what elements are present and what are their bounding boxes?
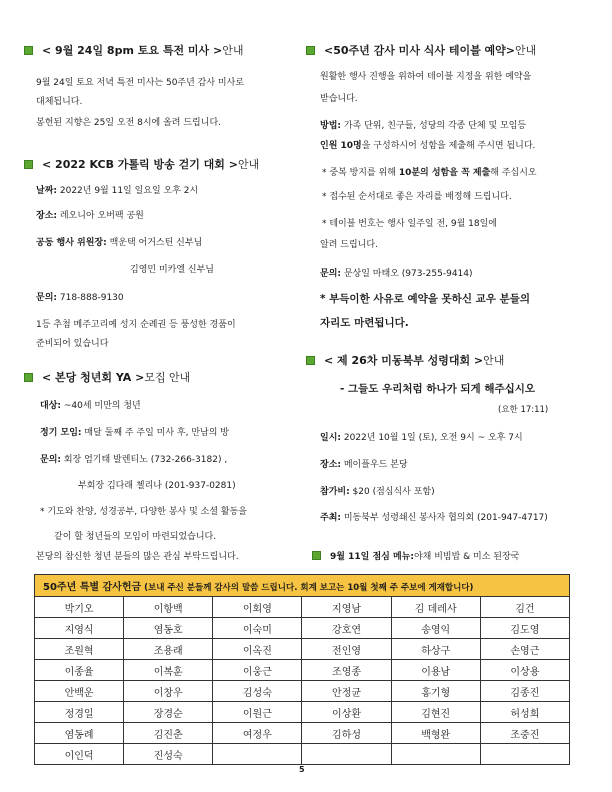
donor-name-cell <box>391 744 480 765</box>
donor-name-cell: 이종율 <box>35 660 124 681</box>
donor-name-cell: 이숙미 <box>213 618 302 639</box>
heading-bold: < 본당 청년회 YA > <box>42 371 145 384</box>
donor-name-cell: 김건 <box>480 597 569 618</box>
donor-name-cell: 김도영 <box>480 618 569 639</box>
donor-name-cell: 안백운 <box>35 681 124 702</box>
table-row <box>35 702 570 723</box>
lunch-menu: 9월 11일 점심 메뉴: 야채 비빔밥 & 미소 된장국 <box>312 549 519 562</box>
kcb-place: 장소: 레오니아 오버팩 공원 <box>36 211 144 221</box>
text-line: 본당의 참신한 청년 분들의 많은 관심 부탁드립니다. <box>36 552 239 562</box>
donor-name-cell: 이항백 <box>124 597 213 618</box>
section-heading-saturday-mass: < 9월 24일 8pm 토요 특전 미사 > 안내 <box>24 42 243 58</box>
green-square-bullet-icon <box>306 46 315 55</box>
text-line: 대체됩니다. <box>36 97 83 107</box>
text-line: 알려 드립니다. <box>320 240 378 250</box>
ya-meeting: 정기 모임: 매달 둘째 주 주일 미사 후, 만남의 방 <box>40 428 229 438</box>
green-square-bullet-icon <box>24 373 33 382</box>
donor-name-cell: 김진춘 <box>124 723 213 744</box>
note-order: * 접수된 순서대로 좋은 자리를 배정해 드립니다. <box>322 192 512 202</box>
reservation-group-size: 인원 10명을 구성하시어 성함을 제출해 주시면 됩니다. <box>320 141 536 151</box>
table-row <box>35 723 570 744</box>
donor-name-cell: 조원혁 <box>35 639 124 660</box>
donor-name-cell: 진성숙 <box>124 744 213 765</box>
notice-bold: * 부득이한 사유로 예약을 못하신 교우 분들의 <box>320 293 530 305</box>
page-number: 5 <box>299 765 305 774</box>
donor-name-cell: 김현진 <box>391 702 480 723</box>
green-square-bullet-icon <box>312 551 321 560</box>
table-row <box>35 681 570 702</box>
donor-name-cell: 염동호 <box>124 618 213 639</box>
reservation-method: 방법: 가족 단위, 친구들, 성당의 각종 단체 및 모임등 <box>320 121 527 131</box>
reservation-contact: 문의: 문상일 마태오 (973-255-9414) <box>320 269 473 279</box>
donor-name-cell: 백형완 <box>391 723 480 744</box>
donor-name-cell: 송영익 <box>391 618 480 639</box>
donor-name-cell: 안정균 <box>302 681 391 702</box>
donor-name-cell: 홍기형 <box>391 681 480 702</box>
donor-name-cell: 이복훈 <box>124 660 213 681</box>
section-heading-youth-group: < 본당 청년회 YA > 모집 안내 <box>24 369 190 385</box>
donor-name-cell: 손영근 <box>480 639 569 660</box>
donation-table <box>34 574 570 765</box>
donor-name-cell: 염동례 <box>35 723 124 744</box>
note-duplicate: * 중복 방지를 위해 10분의 성함을 꼭 제출해 주십시오 <box>322 168 537 178</box>
donation-table-header <box>35 575 570 597</box>
kcb-host: 공동 행사 위원장: 백운택 어거스틴 신부님 <box>36 238 203 248</box>
donor-name-cell: 이상용 <box>480 660 569 681</box>
donor-name-cell: 지영남 <box>302 597 391 618</box>
donor-name-cell: 지영식 <box>35 618 124 639</box>
text-line: 봉헌된 지향은 25일 오전 8시에 올려 드립니다. <box>36 118 222 128</box>
conference-organizer: 주최: 미동북부 성령쇄신 봉사자 협의회 (201-947-4717) <box>320 513 548 523</box>
conference-place: 장소: 메이플우드 본당 <box>320 460 408 470</box>
donor-name-cell: 장경순 <box>124 702 213 723</box>
text-line: 준비되어 있습니다 <box>36 339 109 349</box>
ya-contact: 문의: 회장 엄기태 발렌티노 (732-266-3182) , <box>40 455 228 465</box>
donor-name-cell: 강호연 <box>302 618 391 639</box>
text-line: 9월 24일 토요 저녁 특전 미사는 50주년 감사 미사로 <box>36 78 245 88</box>
heading-bold: < 제 26차 미동북부 성령대회 > <box>324 354 484 367</box>
donor-name-cell: 김하성 <box>302 723 391 744</box>
donor-name-cell: 김성숙 <box>213 681 302 702</box>
kcb-contact: 문의: 718-888-9130 <box>36 293 124 303</box>
donor-name-cell: 조중진 <box>480 723 569 744</box>
text-line: 1등 추첨 메주고리예 성지 순례권 등 풍성한 경품이 <box>36 320 236 330</box>
donor-name-cell: 이회영 <box>213 597 302 618</box>
conference-theme: - 그들도 우리처럼 하나가 되게 해주십시오 <box>340 383 536 395</box>
donor-name-cell: 정경일 <box>35 702 124 723</box>
ya-contact-2: 부회장 김다래 첼리나 (201-937-0281) <box>78 481 236 491</box>
donor-name-cell: 이용남 <box>391 660 480 681</box>
note-table-number: * 테이블 번호는 행사 일주일 전, 9월 18일에 <box>322 219 497 229</box>
donation-table-title: 50주년 특별 감사헌금 <box>43 582 142 593</box>
section-heading-kcb-walk: < 2022 KCB 가톨릭 방송 걷기 대회 > 안내 <box>24 156 259 172</box>
conference-fee: 참가비: $20 (점심식사 포함) <box>320 487 435 497</box>
table-row <box>35 660 570 681</box>
section-heading-spirit-conference: < 제 26차 미동북부 성령대회 > 안내 <box>306 352 504 368</box>
green-square-bullet-icon <box>306 356 315 365</box>
table-row <box>35 639 570 660</box>
section-heading-table-reservation: <50주년 감사 미사 식사 테이블 예약> 안내 <box>306 42 536 58</box>
notice-bold: 자리도 마련됩니다. <box>320 317 409 329</box>
table-row <box>35 597 570 618</box>
donor-name-cell: 이창우 <box>124 681 213 702</box>
text-line: 원활한 행사 진행을 위하여 테이블 지정을 위한 예약을 <box>320 72 532 82</box>
donor-name-cell: 이원근 <box>213 702 302 723</box>
donation-table-subtitle: (보내 주신 분들께 감사의 말씀 드립니다. 회계 보고는 10월 첫째 주 주보에 게재합니다) <box>141 583 474 593</box>
donor-name-cell <box>480 744 569 765</box>
donor-name-cell <box>213 744 302 765</box>
donor-name-cell: 조용래 <box>124 639 213 660</box>
ya-target: 대상: ~40세 미만의 청년 <box>40 401 141 411</box>
donor-name-cell: 여정우 <box>213 723 302 744</box>
heading-bold: <50주년 감사 미사 식사 테이블 예약> <box>324 44 516 57</box>
text-line: * 기도와 찬양, 성경공부, 다양한 봉사 및 소셜 활동을 <box>40 507 247 517</box>
donor-name-cell <box>302 744 391 765</box>
donor-name-cell: 하상구 <box>391 639 480 660</box>
donor-name-cell: 전인영 <box>302 639 391 660</box>
green-square-bullet-icon <box>24 160 33 169</box>
bible-reference: (요한 17:11) <box>498 405 549 415</box>
donor-name-cell: 이상환 <box>302 702 391 723</box>
conference-date: 일시: 2022년 10월 1일 (토), 오전 9시 ~ 오후 7시 <box>320 433 523 443</box>
green-square-bullet-icon <box>24 46 33 55</box>
donor-name-cell: 조영종 <box>302 660 391 681</box>
donor-name-cell: 김종진 <box>480 681 569 702</box>
donor-name-cell: 이웅근 <box>213 660 302 681</box>
kcb-host-2: 김영민 미카엘 신부님 <box>130 265 214 275</box>
donor-name-cell: 박기오 <box>35 597 124 618</box>
text-line: 같이 할 청년들의 모임이 마련되었습니다. <box>54 532 217 542</box>
heading-bold: < 2022 KCB 가톨릭 방송 걷기 대회 > <box>42 158 238 171</box>
donor-name-cell: 허성희 <box>480 702 569 723</box>
table-row <box>35 744 570 765</box>
text-line: 받습니다. <box>320 94 358 104</box>
donor-name-cell: 이인덕 <box>35 744 124 765</box>
kcb-date: 날짜: 2022년 9월 11일 일요일 오후 2시 <box>36 186 199 196</box>
donor-name-cell: 이옥진 <box>213 639 302 660</box>
table-row <box>35 618 570 639</box>
heading-bold: < 9월 24일 8pm 토요 특전 미사 > <box>42 44 223 57</box>
donor-name-cell: 김 데레사 <box>391 597 480 618</box>
